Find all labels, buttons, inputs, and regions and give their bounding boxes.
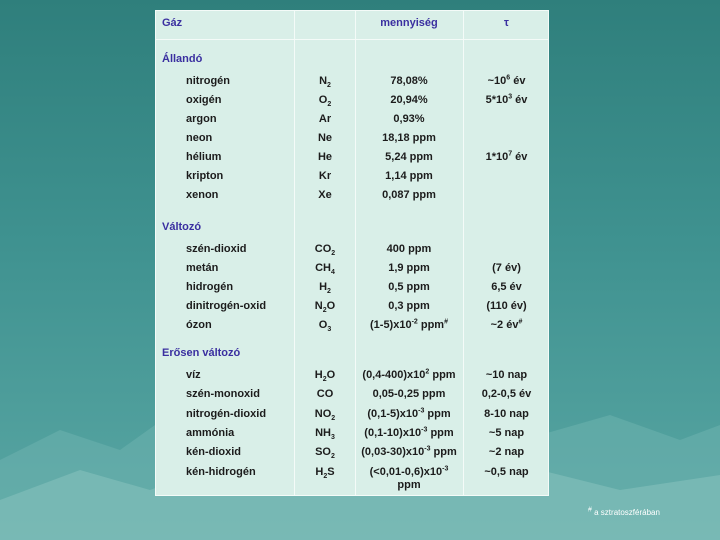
formula-symbol: SO [315,446,331,459]
amount-value: 0,05-0,25 ppm [372,388,446,401]
amount-exponent: -3 [442,464,449,472]
gas-lifetime [464,300,549,313]
gas-name: metán [186,262,219,274]
lifetime-value: ~0,5 nap [484,465,529,478]
gas-formula [295,243,355,256]
formula-symbol: O [326,369,336,381]
gas-formula [295,466,355,479]
lifetime-unit: év [512,151,528,163]
gas-name: neon [186,132,213,144]
header-amount: mennyiség [380,17,438,29]
gas-amount [356,427,462,440]
lifetime-value: 1*10 [485,151,509,163]
gas-lifetime [464,408,549,421]
gas-name: ammónia [186,426,235,439]
gas-amount [356,262,462,275]
gas-amount [356,94,462,107]
formula-symbol: Ar [318,113,332,125]
gas-formula [295,75,355,88]
formula-symbol: O [318,319,328,331]
gas-amount [356,300,462,313]
gas-lifetime [464,446,549,459]
formula-symbol: N [314,300,323,312]
amount-unit: ppm [417,319,445,331]
formula-symbol: H [314,369,323,381]
formula-subscript: 4 [330,269,335,277]
amount-value: 20,94% [390,94,428,106]
amount-value: 5,24 ppm [385,151,433,163]
gas-formula [295,408,355,421]
formula-symbol: CO [316,388,334,401]
amount-value: (0,03-30)x10 [361,446,425,459]
gas-lifetime [464,388,549,401]
formula-symbol: O [318,94,328,106]
lifetime-unit: év [512,94,528,106]
lifetime-value: 0,2-0,5 év [481,388,532,401]
formula-symbol: H [319,281,328,293]
amount-footnote-mark: # [444,318,448,326]
gas-formula [295,94,355,107]
lifetime-value: ~10 [487,75,507,87]
footnote [588,508,660,517]
gas-name: xenon [186,189,219,201]
amount-value: (1-5)x10 [370,319,412,331]
formula-subscript: 2 [331,414,336,422]
gas-lifetime [464,427,549,440]
gas-formula [295,319,355,332]
lifetime-unit: év [510,75,526,87]
gas-formula [295,151,355,164]
gas-amount [356,369,462,382]
lifetime-value: 5*10 [485,94,509,106]
gas-amount [356,132,462,145]
amount-value: 0,5 ppm [388,281,430,293]
formula-symbol: He [317,151,333,163]
amount-value: (<0,01-0,6)x10 [369,465,443,478]
amount-value: 1,14 ppm [385,170,433,182]
amount-value: 0,087 ppm [382,189,436,201]
amount-value: 78,08% [390,75,428,87]
gas-lifetime [464,94,549,107]
gas-amount [356,189,462,202]
formula-symbol: O [326,300,336,312]
amount-unit: ppm [397,478,421,491]
gas-name: hidrogén [186,281,234,293]
formula-subscript: 2 [322,376,327,384]
amount-value: (0,4-400)x10 [362,369,426,381]
gas-name: kripton [186,170,224,182]
formula-subscript: 2 [331,453,335,461]
gas-amount [356,170,462,183]
formula-subscript: 3 [330,434,335,442]
footnote-mark: # [588,506,592,514]
gas-lifetime [464,466,549,479]
gas-amount [356,319,462,332]
formula-subscript: 2 [322,307,327,315]
gas-formula [295,388,355,401]
formula-symbol: N [319,75,328,87]
lifetime-exponent: 6 [506,74,511,82]
gas-formula [295,446,355,459]
amount-value: 400 ppm [386,243,432,255]
amount-value: (0,1-10)x10 [364,426,422,439]
formula-subscript: 2 [323,472,328,480]
gas-name: kén-hidrogén [186,465,256,478]
gas-lifetime [464,281,549,294]
gas-formula [295,189,355,202]
amount-unit: ppm [430,446,457,459]
amount-exponent: -3 [424,445,431,453]
lifetime-value: ~5 nap [488,426,525,439]
gas-table [155,10,549,496]
footnote-text: a sztratoszférában [591,508,660,517]
formula-symbol: Xe [318,189,332,201]
gas-formula [295,427,355,440]
gas-lifetime [464,319,549,332]
lifetime-value: (110 év) [486,300,527,312]
amount-value: 1,9 ppm [388,262,430,274]
gas-name: szén-monoxid [186,388,260,401]
formula-symbol: Kr [318,170,332,182]
gas-formula [295,369,355,382]
gas-amount [356,151,462,164]
gas-amount [356,408,462,421]
lifetime-value: 6,5 év [491,281,522,293]
gas-amount [356,113,462,126]
gas-formula [295,132,355,145]
gas-name: szén-dioxid [186,243,247,255]
lifetime-exponent: 7 [508,150,513,158]
gas-amount [356,446,462,459]
amount-exponent: -2 [411,318,418,326]
lifetime-value: (7 év) [492,262,521,274]
lifetime-value: ~2 nap [488,446,525,459]
gas-amount [356,243,462,256]
gas-formula [295,170,355,183]
formula-symbol: Ne [317,132,333,144]
gas-name: kén-dioxid [186,446,242,459]
header-tau: τ [504,17,509,29]
gas-amount [356,75,462,88]
lifetime-value: ~10 nap [485,369,528,381]
formula-symbol: H [315,465,324,478]
gas-formula [295,262,355,275]
gas-name: oxigén [186,94,222,106]
gas-lifetime [464,151,549,164]
section-title: Erősen változó [162,347,241,359]
formula-subscript: 3 [327,326,332,334]
amount-unit: ppm [424,407,451,420]
gas-name: víz [186,369,201,381]
lifetime-exponent: # [518,318,523,326]
formula-symbol: NH [315,426,331,439]
formula-symbol: S [327,465,335,478]
formula-symbol: NO [314,407,332,420]
amount-exponent: -3 [421,426,428,434]
gas-name: nitrogén-dioxid [186,407,267,420]
gas-amount [356,281,462,294]
lifetime-value: ~2 év [490,319,519,331]
gas-lifetime [464,262,549,275]
formula-symbol: CO [314,243,332,255]
formula-subscript: 2 [327,82,331,90]
amount-value: 0,93% [393,113,425,125]
gas-name: argon [186,113,217,125]
gas-lifetime [464,75,549,88]
gas-formula [295,281,355,294]
gas-lifetime [464,369,549,382]
gas-formula [295,300,355,313]
amount-value: 0,3 ppm [388,300,430,312]
section-title: Állandó [162,53,203,65]
formula-subscript: 2 [331,250,336,258]
section-title: Változó [162,221,202,233]
gas-name: hélium [186,151,222,163]
amount-exponent: 2 [425,368,430,376]
gas-formula [295,113,355,126]
gas-name: dinitrogén-oxid [186,300,267,312]
formula-subscript: 2 [327,101,332,109]
amount-value: (0,1-5)x10 [367,407,419,420]
amount-exponent: -3 [418,406,425,414]
formula-symbol: CH [315,262,331,274]
gas-amount [356,388,462,401]
lifetime-exponent: 3 [508,93,513,101]
lifetime-value: 8-10 nap [484,407,529,420]
header-gas: Gáz [162,17,183,29]
gas-name: nitrogén [186,75,230,87]
amount-value: 18,18 ppm [382,132,436,144]
gas-amount [356,466,462,492]
amount-unit: ppm [427,426,454,439]
gas-name: ózon [186,319,212,331]
amount-unit: ppm [429,369,456,381]
formula-subscript: 2 [327,288,331,296]
